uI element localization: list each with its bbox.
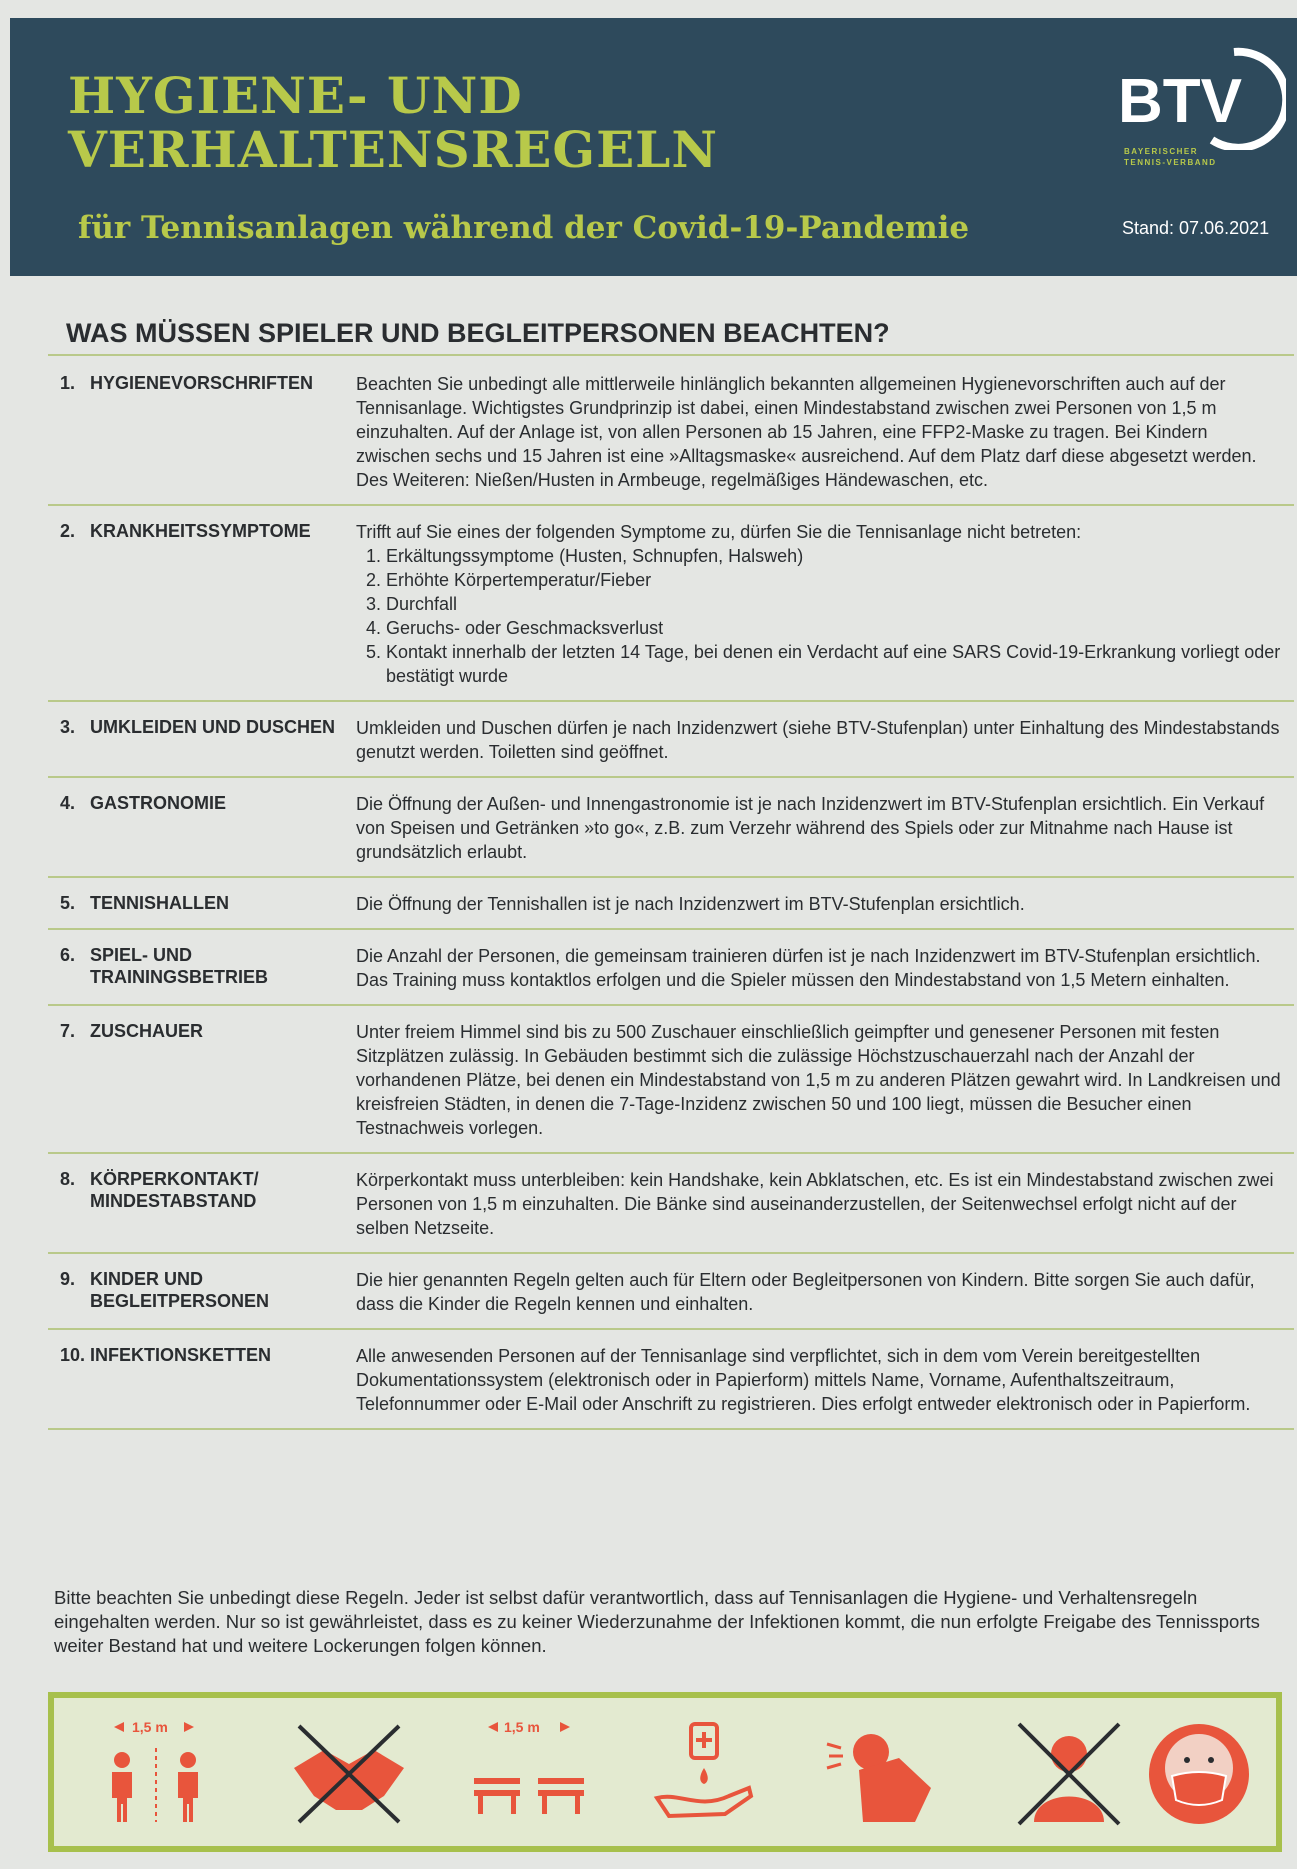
rule-label xyxy=(48,1344,356,1416)
face-mask-icon xyxy=(1134,1718,1264,1828)
rule-title: KRANKHEITSSYMPTOME xyxy=(90,521,311,541)
rule-text: Die Öffnung der Außen- und Innengastronomie ist je nach Inzidenzwert im BTV-Stufenplan ersichtlich. Ein Verkauf von Speisen und Getränken »to go«, z.B. zum Verzehr während des Spiels oder zur Mitnahme nach Hause ist grundsätzlich erlaubt. xyxy=(356,794,1265,862)
rule-label xyxy=(48,792,356,864)
rule-title: INFEKTIONSKETTEN xyxy=(90,1345,272,1365)
title-line-1: HYGIENE- UND xyxy=(68,66,523,125)
rule-number: 8. xyxy=(60,1169,76,1189)
rule-number: 9. xyxy=(60,1269,76,1289)
rule-number: 2. xyxy=(60,521,76,541)
list-item: 5. Kontakt innerhalb der letzten 14 Tage, bei denen ein Verdacht auf eine SARS Covid-19-Erkrankung vorliegt oder bestätigt wurde xyxy=(386,640,1284,688)
rule-text: Umkleiden und Duschen dürfen je nach Inzidenzwert (siehe BTV-Stufenplan) unter Einhaltung des Mindestabstands genutzt werden. Toiletten sind geöffnet. xyxy=(356,718,1280,762)
subtitle: für Tennisanlagen während der Covid-19-Pandemie xyxy=(78,210,970,246)
rule-row xyxy=(48,1254,1294,1330)
rule-row xyxy=(48,1330,1294,1430)
rule-title: KINDER UND BEGLEITPERSONEN xyxy=(90,1269,270,1311)
logo-text: BTV xyxy=(1118,67,1242,136)
rule-row xyxy=(48,778,1294,878)
rule-text: Unter freiem Himmel sind bis zu 500 Zuschauer einschließlich geimpfter und genesener Personen mit festen Sitzplätzen zulässig. In Gebäuden bestimmt sich die zulässige Höchstzuschauerzahl nach der Anzahl der vorhandenen Plätze, bei denen ein Mindestabstand von 1,5 m zu anderen Plätzen gewahrt wird. In Landkreisen und kreisfreien Städten, in denen die 7-Tage-Inzidenz zwischen 50 und 100 liegt, müssen die Besucher einen Testnachweis vorlegen. xyxy=(356,1022,1281,1138)
rule-row xyxy=(48,878,1294,930)
distance-label: 1,5 m xyxy=(504,1719,540,1735)
no-handshake-icon xyxy=(284,1718,414,1828)
rule-title: KÖRPERKONTAKT/ MINDESTABSTAND xyxy=(90,1169,259,1211)
no-contact-icon xyxy=(1004,1718,1134,1828)
rule-text: Die Anzahl der Personen, die gemeinsam trainieren dürfen ist je nach Inzidenzwert im BTV-Stufenplan ersichtlich. Das Training muss kontaktlos erfolgen und die Spieler müssen den Mindestabstand von 1,5 Metern einhalten. xyxy=(356,946,1261,990)
rule-title: UMKLEIDEN UND DUSCHEN xyxy=(90,717,336,737)
sneeze-elbow-icon xyxy=(819,1718,949,1828)
rule-number: 10. xyxy=(60,1345,86,1365)
bench-distance-icon xyxy=(464,1718,594,1828)
list-item: 4. Geruchs- oder Geschmacksverlust xyxy=(386,616,1284,640)
hand-sanitizer-icon xyxy=(639,1718,769,1828)
btv-logo xyxy=(1116,40,1286,150)
rule-text: Die hier genannten Regeln gelten auch für Eltern oder Begleitpersonen von Kindern. Bitte sorgen Sie auch dafür, dass die Kinder die Regeln kennen und einhalten. xyxy=(356,1270,1255,1314)
stand-date: Stand: 07.06.2021 xyxy=(1122,218,1270,238)
rule-text: Die Öffnung der Tennishallen ist je nach Inzidenzwert im BTV-Stufenplan ersichtlich. xyxy=(356,894,1025,914)
rule-row xyxy=(48,506,1294,702)
rule-text-block xyxy=(356,520,1294,688)
distance-people-icon xyxy=(94,1718,224,1828)
list-item: 3. Durchfall xyxy=(386,592,1284,616)
rule-label xyxy=(48,372,356,492)
rule-row xyxy=(48,1154,1294,1254)
rule-number: 7. xyxy=(60,1021,76,1041)
section-divider xyxy=(48,354,1294,356)
rule-title: SPIEL- UND TRAININGSBETRIEB xyxy=(90,945,269,987)
rule-row xyxy=(48,1006,1294,1154)
rule-text: Beachten Sie unbedingt alle mittlerweile hinlänglich bekannten allgemeinen Hygienevorschriften auch auf der Tennisanlage. Wichtigstes Grundprinzip ist dabei, einen Mindestabstand zwischen zwei Personen von 1,5 m einzuhalten. Auf der Anlage ist, von allen Personen ab 15 Jahren, eine FFP2-Maske zu tragen. Bei Kindern zwischen sechs und 15 Jahren ist eine »Alltagsmaske« ausreichend. Auf dem Platz darf diese abgesetzt werden. Des Weiteren: Nießen/Husten in Armbeuge, regelmäßiges Händewaschen, etc. xyxy=(356,374,1257,490)
rule-number: 5. xyxy=(60,893,76,913)
rule-title: GASTRONOMIE xyxy=(90,793,227,813)
logo-sub-line-2: TENNIS-VERBAND xyxy=(1124,158,1217,167)
rule-row xyxy=(48,930,1294,1006)
rules-table xyxy=(48,358,1294,1430)
rule-title: ZUSCHAUER xyxy=(90,1021,204,1041)
logo-subtitle xyxy=(1124,146,1254,168)
rule-row xyxy=(48,702,1294,778)
rule-text: Alle anwesenden Personen auf der Tennisanlage sind verpflichtet, sich in dem vom Verein bereitgestellten Dokumentationssystem (elektronisch oder in Papierform) mittels Name, Vorname, Aufenthaltszeitraum, Telefonnummer oder E-Mail oder Anschrift zu registrieren. Dies erfolgt entweder elektronisch oder in Papierform. xyxy=(356,1346,1251,1414)
rule-number: 4. xyxy=(60,793,76,813)
logo-sub-line-1: BAYERISCHER xyxy=(1124,147,1198,156)
rule-label xyxy=(48,892,356,916)
rule-number: 1. xyxy=(60,373,76,393)
rule-label xyxy=(48,716,356,764)
rule-row xyxy=(48,358,1294,506)
header-banner xyxy=(10,18,1297,276)
rule-number: 6. xyxy=(60,945,76,965)
title-line-2: VERHALTENSREGELN xyxy=(68,120,719,179)
rule-label xyxy=(48,1168,356,1240)
rule-text: Trifft auf Sie eines der folgenden Symptome zu, dürfen Sie die Tennisanlage nicht betreten: xyxy=(356,522,1082,542)
symptom-list xyxy=(356,544,1284,688)
rule-label xyxy=(48,1020,356,1140)
section-title: WAS MÜSSEN SPIELER UND BEGLEITPERSONEN BEACHTEN? xyxy=(66,318,890,348)
rule-title: TENNISHALLEN xyxy=(90,893,229,913)
distance-label: 1,5 m xyxy=(132,1719,168,1735)
rule-text: Körperkontakt muss unterbleiben: kein Handshake, kein Abklatschen, etc. Es ist ein Mindestabstand zwischen zwei Personen von 1,5 m einzuhalten. Die Bänke sind auseinanderzustellen, der Seitenwechsel erfolgt nicht auf der selben Netzseite. xyxy=(356,1170,1274,1238)
rule-label xyxy=(48,1268,356,1316)
list-item: 1. Erkältungssymptome (Husten, Schnupfen, Halsweh) xyxy=(386,544,1284,568)
closing-note: Bitte beachten Sie unbedingt diese Regeln. Jeder ist selbst dafür verantwortlich, dass auf Tennisanlagen die Hygiene- und Verhaltensregeln eingehalten werden. Nur so ist gewährleistet, dass es zu keiner Wiederzunahme der Infektionen kommt, die nun erfolgte Freigabe des Tennissports weiter Bestand hat und weitere Lockerungen folgen können. xyxy=(54,1587,1260,1656)
pictogram-bar xyxy=(48,1692,1282,1852)
rule-label xyxy=(48,520,356,688)
rule-label xyxy=(48,944,356,992)
rule-number: 3. xyxy=(60,717,76,737)
list-item: 2. Erhöhte Körpertemperatur/Fieber xyxy=(386,568,1284,592)
rule-title: HYGIENEVORSCHRIFTEN xyxy=(90,373,314,393)
